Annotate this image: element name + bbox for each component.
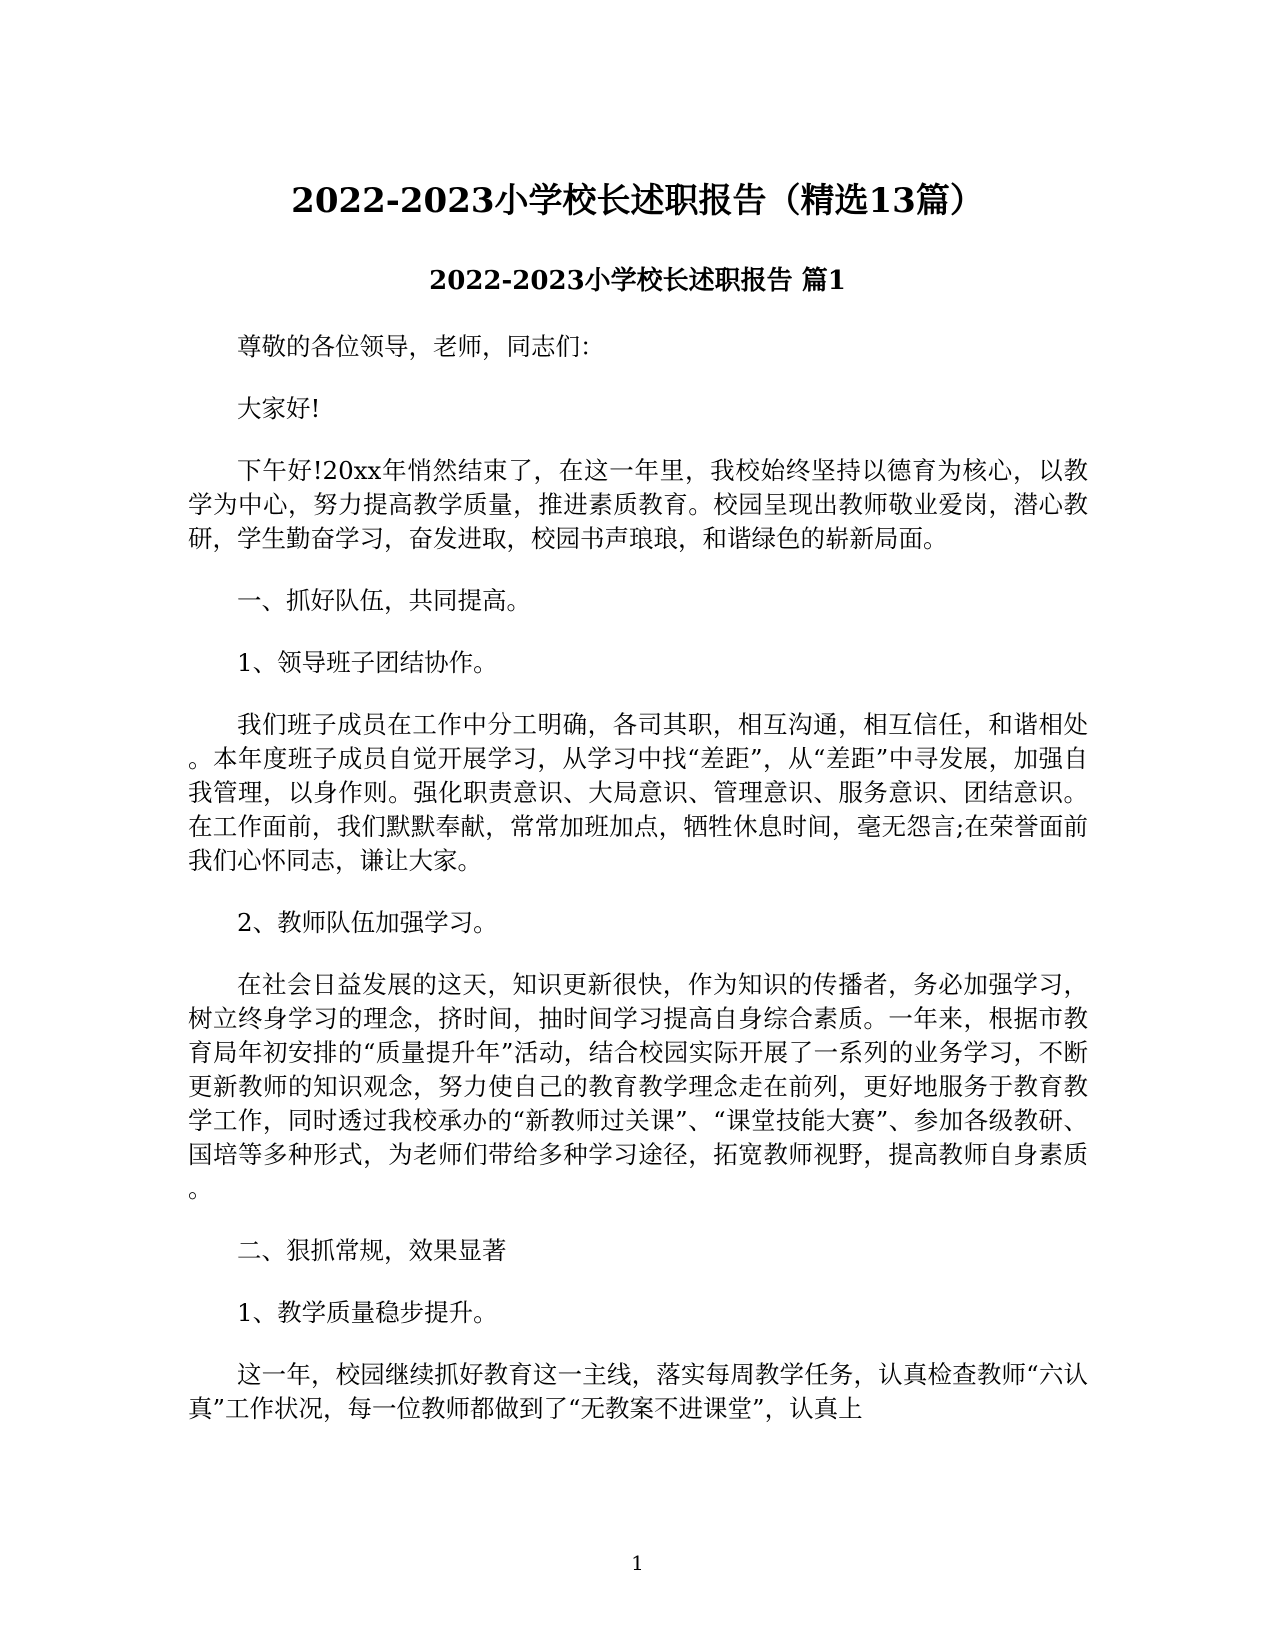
section-title: 2022-2023小学校长述职报告 篇1 — [429, 266, 846, 296]
heading-part-one: 一、抓好队伍，共同提高。 — [237, 586, 531, 615]
document-title: 2022-2023小学校长述职报告（精选13篇） — [291, 181, 984, 221]
heading-item-1-2: 2、教师队伍加强学习。 — [237, 908, 498, 937]
document-body — [188, 330, 1088, 1454]
paragraph-teacher-study: 在社会日益发展的这天，知识更新很快，作为知识的传播者，务必加强学习，树立终身学习的理念，挤时间，抽时间学习提高自身综合素质。一年来，根据市教育局年初安排的“质量提升年”活动，结合校园实际开展了一系列的业务学习，不断更新教师的知识观念，努力使自己的教育教学理念走在前列，更好地服务于教育教学工作，同时透过我校承办的“新教师过关课”、“课堂技能大赛”、参加各级教研、国培等多种形式，为老师们带给多种学习途径，拓宽教师视野，提高教师自身素质。 — [188, 970, 1088, 1203]
page-number: 1 — [631, 1551, 644, 1575]
paragraph-intro: 下午好!20xx年悄然结束了，在这一年里，我校始终坚持以德育为核心，以教学为中心，努力提高教学质量，推进素质教育。校园呈现出教师敬业爱岗，潜心教研，学生勤奋学习，奋发进取，校园书声琅琅，和谐绿色的崭新局面。 — [188, 456, 1088, 553]
paragraph-greeting: 大家好! — [237, 394, 321, 423]
heading-part-two: 二、狠抓常规，效果显著 — [237, 1236, 507, 1265]
paragraph-leadership: 我们班子成员在工作中分工明确，各司其职，相互沟通，相互信任，和谐相处。本年度班子成员自觉开展学习，从学习中找“差距”，从“差距”中寻发展，加强自我管理，以身作则。强化职责意识、大局意识、管理意识、服务意识、团结意识。在工作面前，我们默默奉献，常常加班加点，牺牲休息时间，毫无怨言;在荣誉面前我们心怀同志，谦让大家。 — [188, 710, 1088, 875]
heading-item-2-1: 1、教学质量稳步提升。 — [237, 1298, 498, 1327]
paragraph-teaching-quality: 这一年，校园继续抓好教育这一主线，落实每周教学任务，认真检查教师“六认真”工作状况，每一位教师都做到了“无教案不进课堂”，认真上 — [188, 1360, 1088, 1423]
heading-item-1-1: 1、领导班子团结协作。 — [237, 648, 498, 677]
paragraph-salutation: 尊敬的各位领导，老师，同志们： — [237, 332, 605, 361]
